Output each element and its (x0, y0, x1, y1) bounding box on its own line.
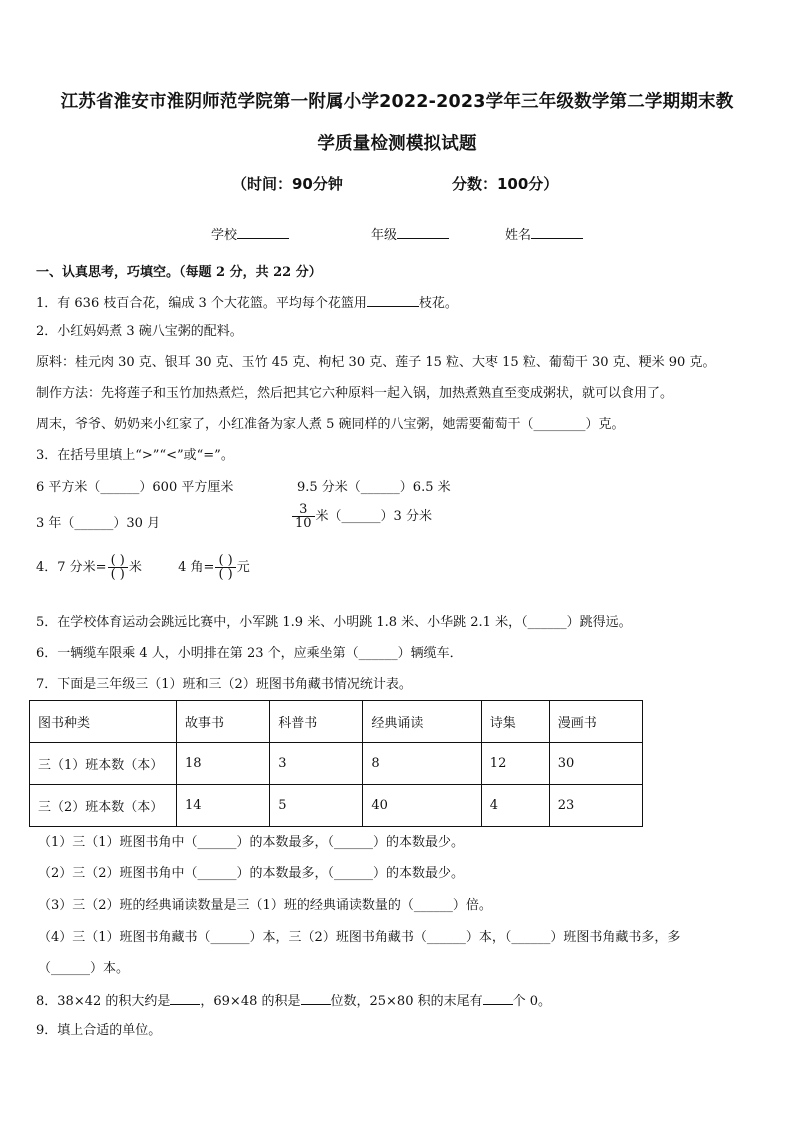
table-cell: 40 (363, 785, 481, 827)
q3-item-d-text: 米（______）3 分米 (315, 509, 432, 524)
exam-title-line1: 江苏省淮安市淮阴师范学院第一附属小学2022-2023学年三年级数学第二学期期末教 (60, 92, 734, 112)
q3-fraction-numerator: 3 (292, 503, 315, 517)
q4-a-unit: 米 (128, 560, 142, 575)
school-label: 学校 (211, 228, 238, 243)
q8-blank-2[interactable] (301, 992, 331, 1005)
table-cell: 12 (481, 743, 549, 785)
table-header-cell: 漫画书 (549, 701, 642, 743)
q1-text-a: 1．有 636 枝百合花，编成 3 个大花篮。平均每个花篮用 (36, 296, 367, 311)
q1-text-b: 枝花。 (418, 296, 458, 311)
table-header-cell: 经典诵读 (363, 701, 481, 743)
table-header-cell: 诗集 (481, 701, 549, 743)
q8-text-d: 个 0。 (512, 994, 552, 1009)
q4-a-fraction (108, 554, 128, 581)
question-9: 9．填上合适的单位。 (36, 1023, 162, 1038)
q4-a-numerator[interactable]: ( ) (108, 554, 128, 568)
q2-line3: 制作方法：先将莲子和玉竹加热煮烂，然后把其它六种原料一起入锅，加热煮熟直至变成粥状，就可以食用了。 (36, 386, 674, 401)
q4-a-lead: 4．7 分米= (36, 560, 107, 575)
table-header-row (30, 701, 643, 743)
question-6: 6．一辆缆车限乘 4 人，小明排在第 23 个，应乘坐第（______）辆缆车． (36, 646, 463, 661)
grade-label: 年级 (371, 228, 398, 243)
name-label: 姓名 (505, 228, 532, 243)
table-header-cell: 图书种类 (30, 701, 177, 743)
table-header-cell: 科普书 (270, 701, 363, 743)
table-header-cell: 故事书 (177, 701, 270, 743)
question-8 (36, 992, 551, 1010)
q4-b-lead: 4 角= (178, 560, 215, 575)
table-cell: 三（1）班本数（本） (30, 743, 177, 785)
q8-text-c: 位数，25×80 积的末尾有 (330, 994, 483, 1009)
q7-sub2: （2）三（2）班图书角中（______）的本数最多，（______）的本数最少。 (38, 866, 465, 881)
q3-fraction (292, 503, 315, 530)
book-statistics-table (29, 700, 643, 827)
total-score: 分数：100分） (452, 175, 559, 193)
table-cell: 14 (177, 785, 270, 827)
table-cell: 30 (549, 743, 642, 785)
q8-blank-3[interactable] (483, 992, 513, 1005)
q8-text-a: 8．38×42 的积大约是 (36, 994, 171, 1009)
q3-line1: 3．在括号里填上“>”“<”或“=”。 (36, 448, 234, 463)
q4-b-unit: 元 (236, 560, 250, 575)
table-cell: 18 (177, 743, 270, 785)
section-heading: 一、认真思考，巧填空。（每题 2 分，共 22 分） (36, 265, 322, 280)
q7-sub3: （3）三（2）班的经典诵读数量是三（1）班的经典诵读数量的（______）倍。 (38, 898, 492, 913)
table-cell: 三（2）班本数（本） (30, 785, 177, 827)
question-7-intro: 7．下面是三年级三（1）班和三（2）班图书角藏书情况统计表。 (36, 677, 412, 692)
table-row (30, 785, 643, 827)
table-cell: 8 (363, 743, 481, 785)
name-field (505, 224, 583, 243)
q1-blank[interactable] (367, 294, 419, 307)
question-1 (36, 294, 458, 312)
exam-title-line2: 学质量检测模拟试题 (317, 134, 477, 154)
table-cell: 4 (481, 785, 549, 827)
name-blank[interactable] (531, 226, 583, 239)
q3-item-b: 9.5 分米（______）6.5 米 (297, 480, 451, 495)
q4-a-denominator[interactable]: ( ) (110, 567, 125, 582)
table-row (30, 743, 643, 785)
grade-blank[interactable] (397, 226, 449, 239)
q3-item-c: 3 年（______）30 月 (36, 516, 161, 531)
question-5: 5．在学校体育运动会跳远比赛中，小军跳 1.9 米、小明跳 1.8 米、小华跳 2.1 米，（______）跳得远。 (36, 615, 632, 630)
q7-sub1: （1）三（1）班图书角中（______）的本数最多，（______）的本数最少。 (38, 835, 465, 850)
table-cell: 5 (270, 785, 363, 827)
time-limit: （时间：90分钟 (232, 175, 343, 193)
q4-b-denominator[interactable]: ( ) (218, 567, 233, 582)
table-cell: 3 (270, 743, 363, 785)
q4-b-numerator[interactable]: ( ) (215, 554, 235, 568)
q7-sub4-line1: （4）三（1）班图书角藏书（______）本，三（2）班图书角藏书（______）本，（______）班图书角藏书多，多 (38, 930, 681, 945)
q8-blank-1[interactable] (170, 992, 200, 1005)
school-field (211, 224, 289, 243)
school-blank[interactable] (237, 226, 289, 239)
table-cell: 23 (549, 785, 642, 827)
q4-b-fraction (215, 554, 235, 581)
question-4 (36, 554, 250, 581)
q3-item-d (291, 503, 432, 530)
q3-fraction-denominator: 10 (295, 516, 312, 531)
q2-line1: 2．小红妈妈煮 3 碗八宝粥的配料。 (36, 324, 243, 339)
q2-line4: 周末，爷爷、奶奶来小红家了，小红准备为家人煮 5 碗同样的八宝粥，她需要葡萄干（________）克。 (36, 417, 625, 432)
q7-sub4-line2: （______）本。 (38, 961, 130, 976)
q8-text-b: ，69×48 的积是 (200, 994, 301, 1009)
q3-item-a: 6 平方米（______）600 平方厘米 (36, 480, 234, 495)
grade-field (371, 224, 449, 243)
q2-line2: 原料：桂元肉 30 克、银耳 30 克、玉竹 45 克、枸杞 30 克、莲子 15 粒、大枣 15 粒、葡萄干 30 克、粳米 90 克。 (36, 355, 716, 370)
